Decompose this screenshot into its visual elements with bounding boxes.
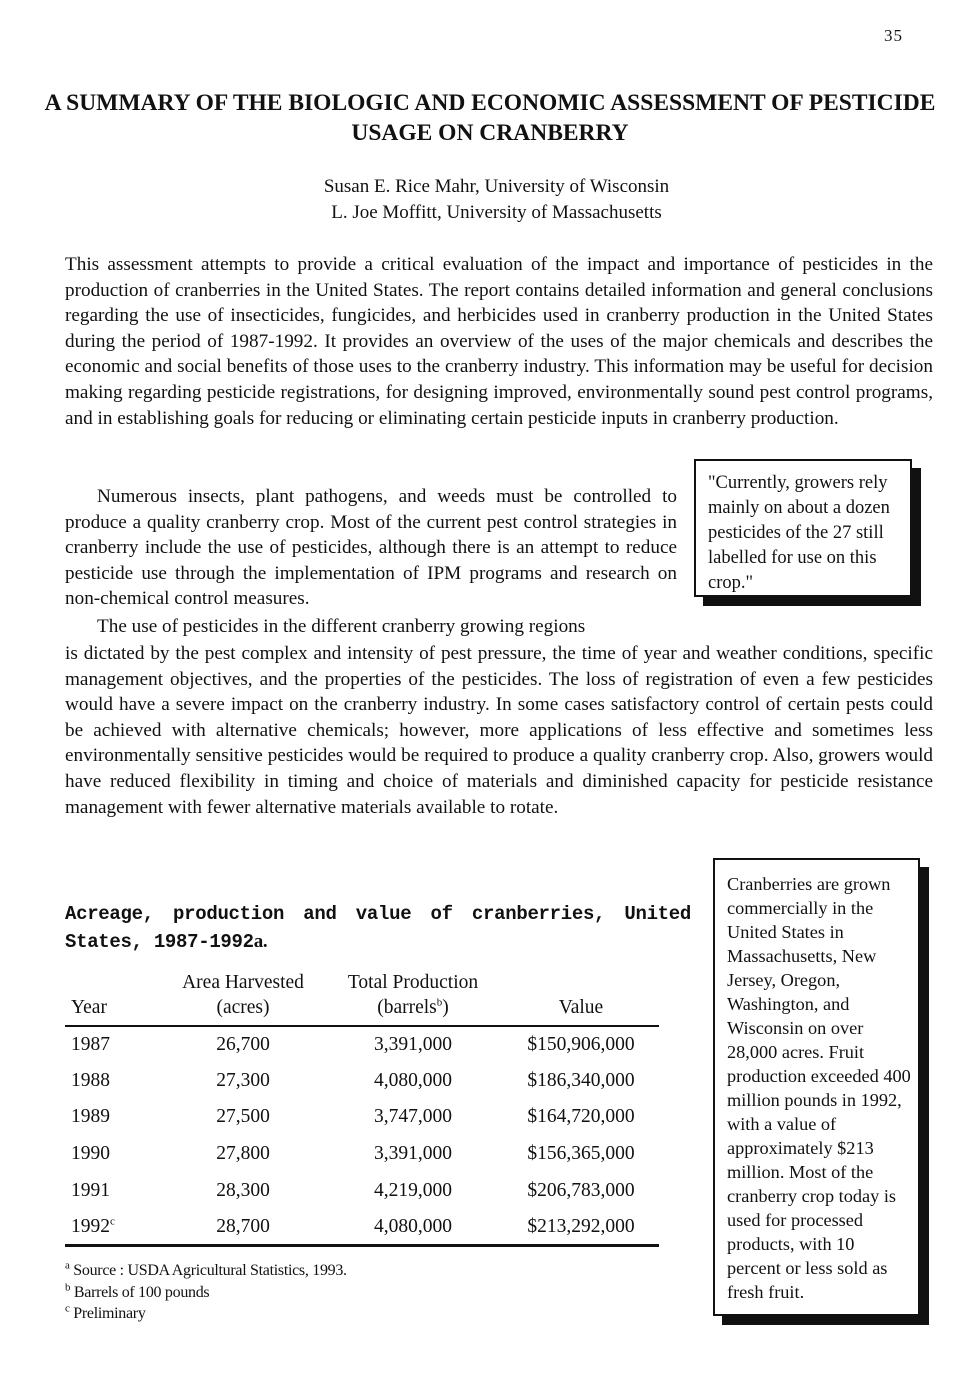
cell-production: 3,747,000 [374, 1106, 452, 1128]
table-row [65, 1209, 659, 1246]
cranberry-data-table [65, 970, 659, 1247]
year-text: 1992 [71, 1215, 110, 1237]
header-production-footnote-mark: b [436, 996, 443, 1009]
cell-year [65, 1136, 163, 1173]
footnote-mark: a [65, 1259, 70, 1272]
year-text: 1988 [71, 1069, 110, 1091]
page-number: 35 [884, 26, 903, 45]
body-paragraph-continued: is dictated by the pest complex and intensity of pest pressure, the time of year and weather conditions, specific management objectives, and the properties of the pesticides. The loss of registration of even a few pesticides would have a severe impact on the cranberry industry. In some cases satisfactory control of certain pests could be achieved with alternative chemicals; however, more applications of less effective and sometimes less environmentally sensitive pesticides would be required to produce a quality cranberry crop. Also, growers would have reduced flexibility in timing and choice of materials and diminished capacity for pesticide resistance management with fewer alternative materials available to rotate. [65, 643, 933, 818]
footnote-text: Preliminary [69, 1305, 146, 1322]
cell-area: 27,300 [216, 1069, 270, 1091]
table-footnotes [65, 1260, 347, 1325]
sidebar-box [713, 858, 920, 1316]
cell-year [65, 1172, 163, 1209]
header-production [323, 970, 503, 1026]
table-row [65, 1136, 659, 1173]
table-row [65, 1063, 659, 1100]
cell-area: 28,700 [216, 1215, 270, 1237]
paper-title: A SUMMARY OF THE BIOLOGIC AND ECONOMIC ASSESSMENT OF PESTICIDE USAGE ON CRANBERRY [44, 90, 936, 146]
cell-production: 4,219,000 [374, 1179, 452, 1201]
table-row [65, 1099, 659, 1136]
table-title-note: a. [253, 931, 268, 952]
footnote-mark: b [65, 1281, 71, 1294]
intro-paragraph: This assessment attempts to provide a critical evaluation of the impact and importance of pesticides in the production of cranberries in the United States. The report contains detailed information and general conclusions regarding the use of insecticides, fungicides, and herbicides used in cranberry production in the United States during the period of 1987-1992. It provides an overview of the uses of the major chemicals and describes the economic and social benefits of those uses to the cranberry industry. This information may be useful for decision making regarding pesticide registrations, for designing improved, environmentally sound pest control programs, and in establishing goals for reducing or eliminating certain pesticide inputs in cranberry production. [65, 254, 933, 429]
cell-year [65, 1209, 163, 1246]
sidebar-text: Cranberries are grown commercially in the United States in Massachusetts, New Jersey, Oregon, Washington, and Wisconsin on over 28,000 acres. Fruit production exceeded 400 million pounds in 1992, with a value of approximately $213 million. Most of the cranberry crop today is used for processed products, with 10 percent or less sold as fresh fruit. [727, 874, 911, 1302]
table-title [65, 900, 691, 956]
cell-production: 4,080,000 [374, 1069, 452, 1091]
pull-quote-text: "Currently, growers rely mainly on about a dozen pesticides of the 27 still labelled for use on this crop." [708, 473, 890, 593]
cell-value: $213,292,000 [527, 1215, 635, 1237]
footnote [65, 1303, 347, 1325]
cell-production: 3,391,000 [374, 1033, 452, 1055]
header-production-line2: (barrels [377, 997, 437, 1018]
header-value: Value [558, 997, 604, 1018]
year-text: 1989 [71, 1106, 110, 1128]
author-list [0, 174, 963, 226]
pull-quote-box [694, 459, 912, 597]
header-area-line1: Area Harvested [182, 972, 304, 993]
header-area [163, 970, 323, 1026]
header-production-close: ) [442, 997, 449, 1018]
cell-area: 27,800 [216, 1143, 270, 1165]
header-area-line2: (acres) [216, 997, 270, 1018]
cell-production: 4,080,000 [374, 1215, 452, 1237]
author-line: L. Joe Moffitt, University of Massachusetts [331, 202, 662, 223]
year-text: 1991 [71, 1179, 110, 1201]
year-footnote-mark: c [110, 1215, 115, 1228]
footnote [65, 1260, 347, 1282]
year-text: 1987 [71, 1033, 110, 1055]
table-header-row [65, 970, 659, 1026]
cell-value: $186,340,000 [527, 1069, 635, 1091]
footnote-text: Barrels of 100 pounds [70, 1283, 210, 1301]
cell-production: 3,391,000 [374, 1143, 452, 1165]
body-paragraph-start: The use of pesticides in the different cranberry growing regions [97, 616, 586, 637]
cell-area: 28,300 [216, 1179, 270, 1201]
cell-value: $164,720,000 [527, 1106, 635, 1128]
table-row [65, 1172, 659, 1209]
cell-value: $156,365,000 [527, 1143, 635, 1165]
header-year: Year [71, 997, 107, 1018]
header-production-line1: Total Production [347, 972, 479, 993]
body-paragraph: Numerous insects, plant pathogens, and weeds must be controlled to produce a quality cranberry crop. Most of the current pest control strategies in cranberry include the use of pesticides, although there is an attempt to reduce pesticide use through the implementation of IPM programs and research on non-chemical control measures. [65, 486, 677, 610]
cell-year [65, 1099, 163, 1136]
cell-year [65, 1026, 163, 1063]
table-row [65, 1026, 659, 1063]
year-text: 1990 [71, 1143, 110, 1165]
cell-value: $150,906,000 [527, 1033, 635, 1055]
footnote [65, 1282, 347, 1304]
author-line: Susan E. Rice Mahr, University of Wisconsin [323, 176, 670, 197]
cell-year [65, 1063, 163, 1100]
cell-area: 26,700 [216, 1033, 270, 1055]
table-title-text: Acreage, production and value of cranberries, United States, 1987-1992 [65, 903, 691, 953]
cell-area: 27,500 [216, 1106, 270, 1128]
footnote-mark: c [65, 1302, 70, 1315]
cell-value: $206,783,000 [527, 1179, 635, 1201]
footnote-text: Source : USDA Agricultural Statistics, 1993. [69, 1262, 347, 1279]
